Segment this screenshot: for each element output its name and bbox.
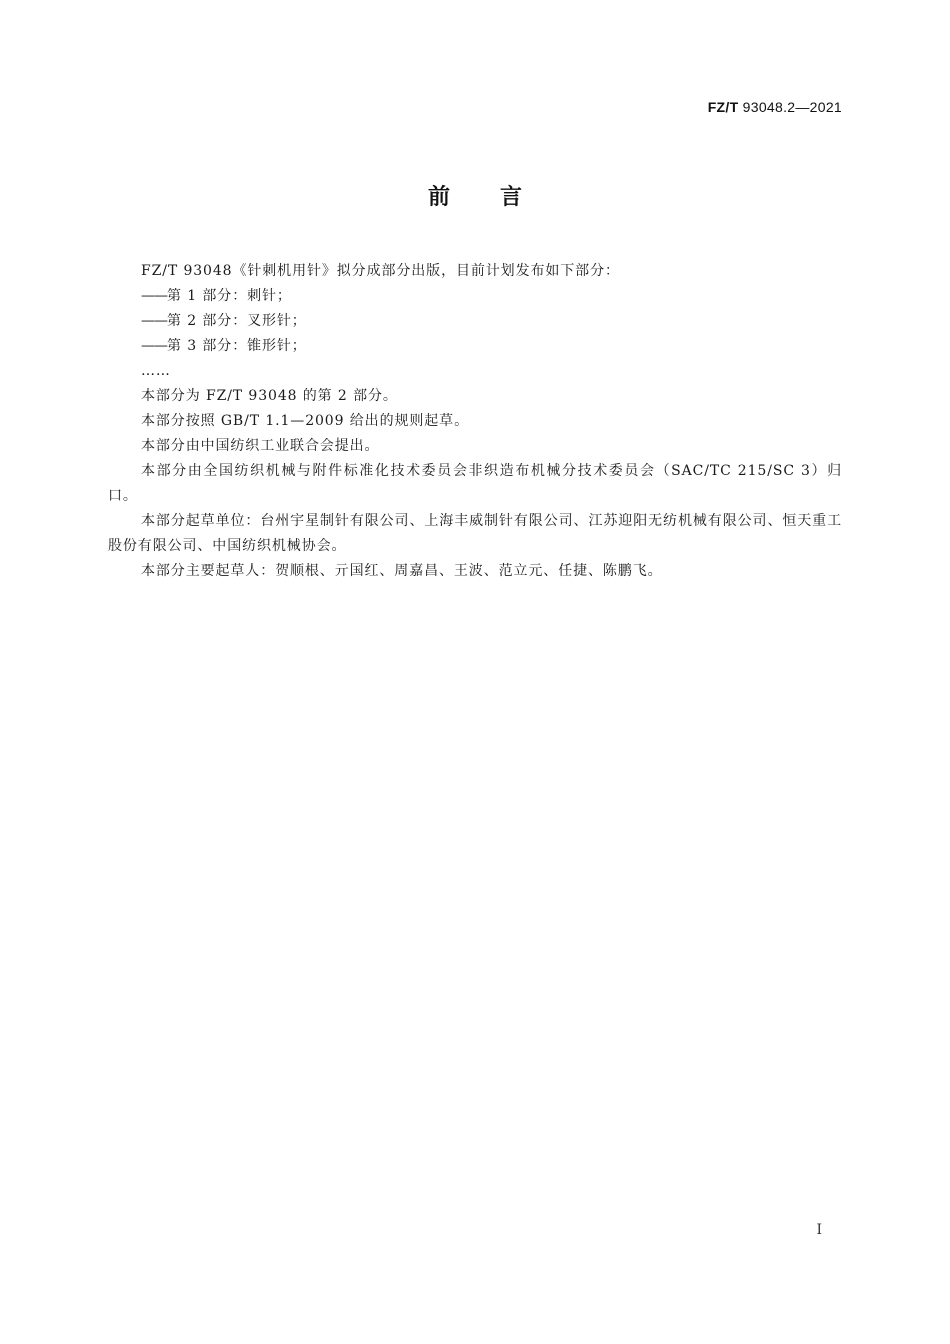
foreword-body [108,259,842,584]
standard-code-number: 93048.2—2021 [742,99,842,115]
standard-code-prefix: FZ/T [707,99,739,115]
drafting-units-paragraph: 本部分起草单位：台州宇星制针有限公司、上海丰威制针有限公司、江苏迎阳无纺机械有限公司、恒天重工股份有限公司、中国纺织机械协会。 [108,513,842,554]
list-item-label: 第 2 部分：叉形针； [167,313,307,329]
drafters-paragraph: 本部分主要起草人：贺顺根、亓国红、周嘉昌、王波、范立元、任捷、陈鹏飞。 [141,563,663,579]
list-item-label: 第 3 部分：锥形针； [167,338,307,354]
centralized-by-paragraph: 本部分由全国纺织机械与附件标准化技术委员会非织造布机械分技术委员会（SAC/TC 215/SC 3）归口。 [108,463,842,504]
list-item-part-1 [108,284,842,309]
standard-code [708,99,842,115]
drafting-rules-paragraph: 本部分按照 GB/T 1.1—2009 给出的规则起草。 [141,413,469,429]
list-dash: —— [141,288,167,304]
list-item-part-3 [108,334,842,359]
proposed-by-paragraph: 本部分由中国纺织工业联合会提出。 [141,438,380,454]
page-number: I [816,1222,822,1238]
list-dash: —— [141,338,167,354]
list-dash: —— [141,313,167,329]
part-of-paragraph: 本部分为 FZ/T 93048 的第 2 部分。 [141,388,398,404]
page-title: 前言 [427,185,572,210]
list-ellipsis: …… [141,363,171,379]
list-item-label: 第 1 部分：刺针； [167,288,292,304]
list-item-part-2 [108,309,842,334]
intro-paragraph: FZ/T 93048《针刺机用针》拟分成部分出版，目前计划发布如下部分： [141,263,620,279]
